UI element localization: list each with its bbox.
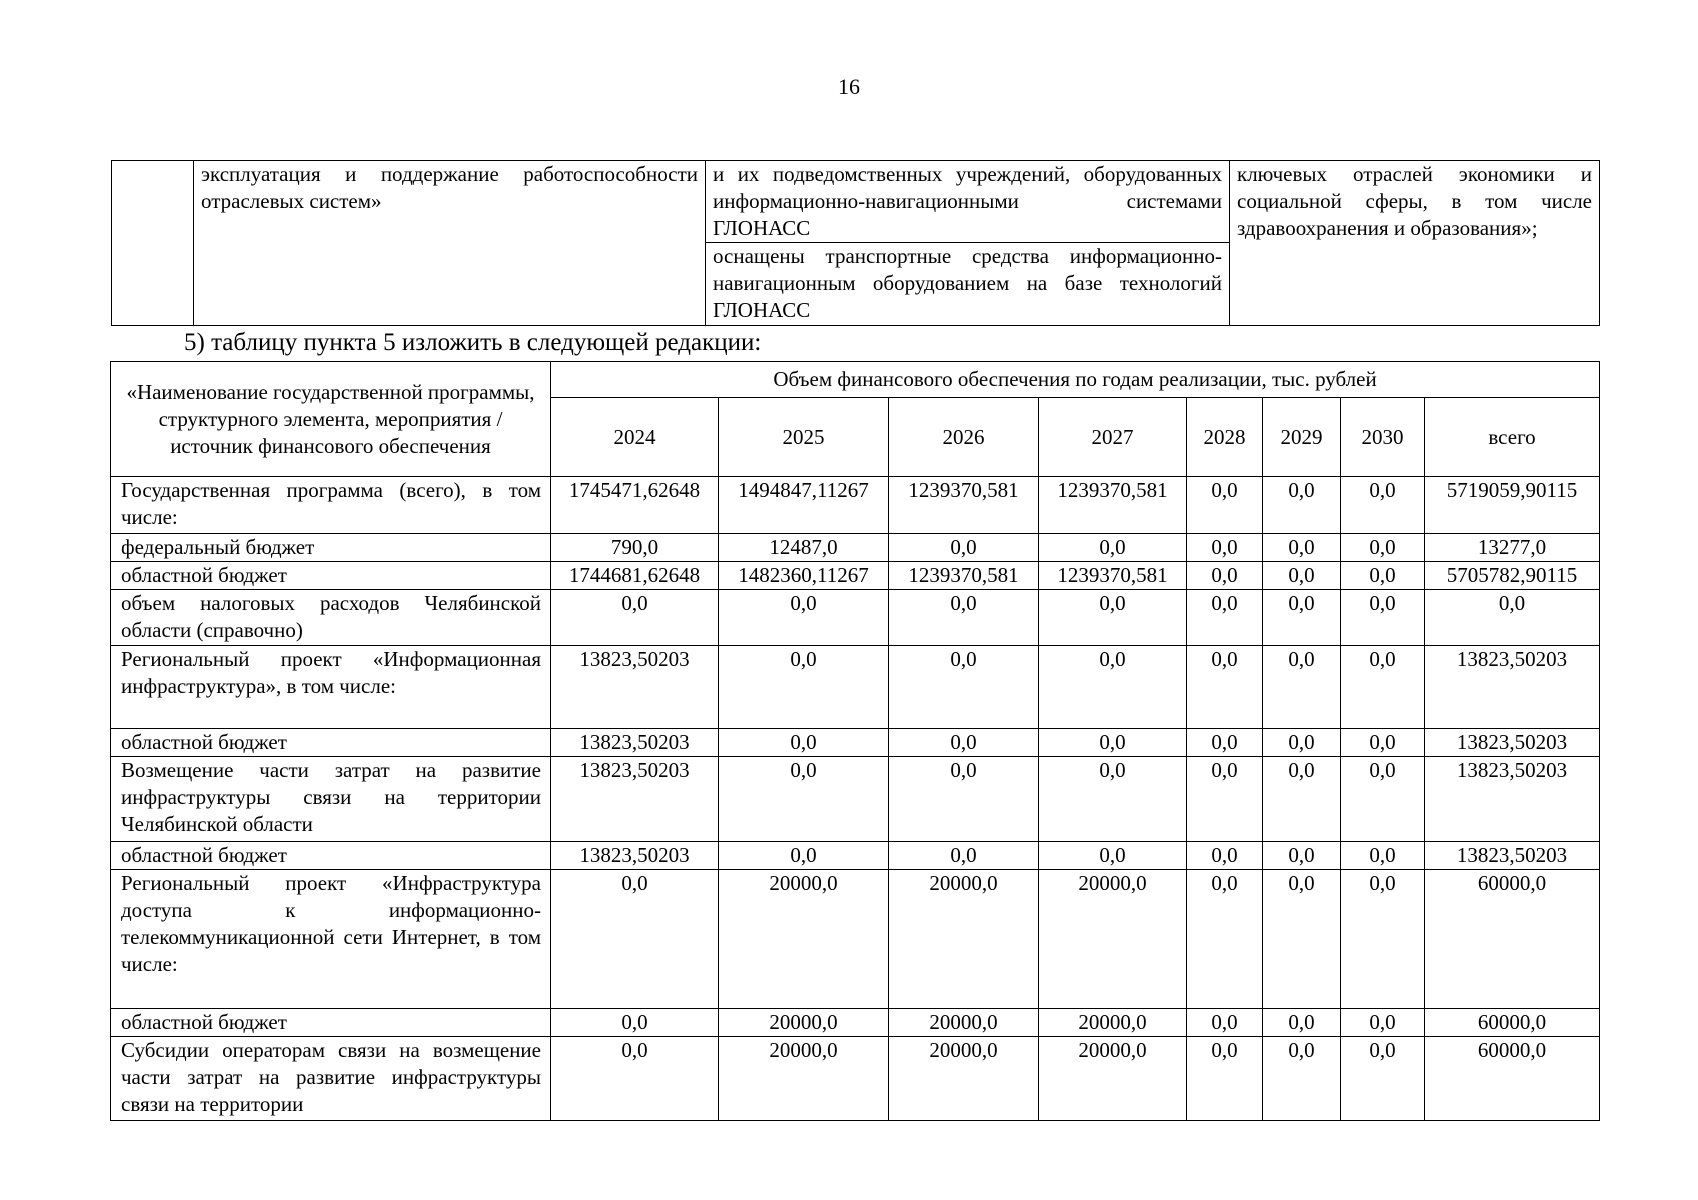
value-cell: 5719059,90115 <box>1425 477 1600 534</box>
value-cell: 0,0 <box>889 757 1039 842</box>
row-name-cell: областной бюджет <box>111 562 551 590</box>
year-header-2027: 2027 <box>1039 398 1187 477</box>
row-name-cell: областной бюджет <box>111 1009 551 1037</box>
value-cell: 20000,0 <box>889 870 1039 1009</box>
table-row <box>111 1037 1600 1121</box>
value-cell: 0,0 <box>1425 590 1600 646</box>
row-name-cell: Возмещение части затрат на развитие инфраструктуры связи на территории Челябинской области <box>111 757 551 842</box>
value-cell: 0,0 <box>1187 477 1263 534</box>
value-cell: 1239370,581 <box>889 477 1039 534</box>
year-header-2030: 2030 <box>1341 398 1425 477</box>
value-cell: 20000,0 <box>889 1037 1039 1121</box>
value-cell: 20000,0 <box>719 870 889 1009</box>
year-header-2029: 2029 <box>1263 398 1341 477</box>
value-cell: 20000,0 <box>719 1037 889 1121</box>
year-header-2024: 2024 <box>551 398 719 477</box>
value-cell: 0,0 <box>1187 1009 1263 1037</box>
value-cell: 0,0 <box>1187 646 1263 729</box>
table-row <box>111 729 1600 757</box>
value-cell: 0,0 <box>889 534 1039 562</box>
value-cell: 0,0 <box>1187 870 1263 1009</box>
value-cell: 0,0 <box>889 590 1039 646</box>
continued-indicators-table <box>111 160 1600 326</box>
year-header-2026: 2026 <box>889 398 1039 477</box>
value-cell: 1239370,581 <box>1039 477 1187 534</box>
value-cell: 13823,50203 <box>1425 646 1600 729</box>
value-cell: 0,0 <box>1341 590 1425 646</box>
indicator-cell-2: оснащены транспортные средства информационно-навигационным оборудованием на базе технологий ГЛОНАСС <box>706 243 1230 326</box>
financing-table <box>110 361 1600 1121</box>
value-cell: 0,0 <box>719 842 889 870</box>
value-cell: 0,0 <box>1187 729 1263 757</box>
value-cell: 1744681,62648 <box>551 562 719 590</box>
value-cell: 0,0 <box>1039 729 1187 757</box>
value-cell: 0,0 <box>889 729 1039 757</box>
value-cell: 0,0 <box>889 842 1039 870</box>
row-name-cell: Региональный проект «Инфраструктура доступа к информационно-телекоммуникационной сети Интернет, в том числе: <box>111 870 551 1009</box>
row-name-cell: объем налоговых расходов Челябинской области (справочно) <box>111 590 551 646</box>
value-cell: 13277,0 <box>1425 534 1600 562</box>
value-cell: 1239370,581 <box>1039 562 1187 590</box>
value-cell: 0,0 <box>719 757 889 842</box>
amendment-instruction: 5) таблицу пункта 5 изложить в следующей редакции: <box>184 329 762 356</box>
value-cell: 0,0 <box>1039 590 1187 646</box>
value-cell: 0,0 <box>1039 534 1187 562</box>
value-cell: 0,0 <box>1341 842 1425 870</box>
value-cell: 60000,0 <box>1425 870 1600 1009</box>
year-header-2028: 2028 <box>1187 398 1263 477</box>
program-element-name-cell: эксплуатация и поддержание работоспособности отраслевых систем» <box>194 161 706 326</box>
table-row <box>111 477 1600 534</box>
value-cell: 13823,50203 <box>1425 729 1600 757</box>
value-cell: 0,0 <box>1039 757 1187 842</box>
value-cell: 0,0 <box>1263 1037 1341 1121</box>
value-cell: 0,0 <box>719 646 889 729</box>
value-cell: 0,0 <box>1263 562 1341 590</box>
value-cell: 0,0 <box>1263 870 1341 1009</box>
row-name-cell: областной бюджет <box>111 842 551 870</box>
value-cell: 0,0 <box>1039 646 1187 729</box>
value-cell: 0,0 <box>1263 729 1341 757</box>
value-cell: 0,0 <box>1187 1037 1263 1121</box>
value-cell: 0,0 <box>719 590 889 646</box>
value-cell: 5705782,90115 <box>1425 562 1600 590</box>
value-cell: 0,0 <box>1263 477 1341 534</box>
year-header-2025: 2025 <box>719 398 889 477</box>
indicator-cell-1: и их подведомственных учреждений, оборудованных информационно-навигационными системами ГЛОНАСС <box>706 161 1230 243</box>
table-row <box>111 870 1600 1009</box>
value-cell: 13823,50203 <box>1425 842 1600 870</box>
value-cell: 0,0 <box>1341 646 1425 729</box>
value-cell: 13823,50203 <box>551 842 719 870</box>
table-row <box>111 590 1600 646</box>
value-cell: 0,0 <box>551 1037 719 1121</box>
value-cell: 0,0 <box>1341 477 1425 534</box>
total-header: всего <box>1425 398 1600 477</box>
table-row <box>111 757 1600 842</box>
table-row <box>111 1009 1600 1037</box>
value-cell: 20000,0 <box>719 1009 889 1037</box>
page-number: 16 <box>838 74 860 99</box>
row-name-cell: Региональный проект «Информационная инфраструктура», в том числе: <box>111 646 551 729</box>
value-cell: 13823,50203 <box>551 757 719 842</box>
value-cell: 0,0 <box>1341 562 1425 590</box>
value-cell: 0,0 <box>1263 1009 1341 1037</box>
value-cell: 0,0 <box>551 1009 719 1037</box>
value-cell: 0,0 <box>1187 757 1263 842</box>
header-name-cell: «Наименование государственной программы, структурного элемента, мероприятия / источник финансового обеспечения <box>111 362 551 477</box>
value-cell: 0,0 <box>1187 534 1263 562</box>
result-cell: ключевых отраслей экономики и социальной сферы, в том числе здравоохранения и образования»; <box>1230 161 1600 326</box>
value-cell: 12487,0 <box>719 534 889 562</box>
value-cell: 1239370,581 <box>889 562 1039 590</box>
value-cell: 20000,0 <box>1039 870 1187 1009</box>
value-cell: 0,0 <box>1263 534 1341 562</box>
value-cell: 13823,50203 <box>551 729 719 757</box>
value-cell: 0,0 <box>551 870 719 1009</box>
table-row <box>111 842 1600 870</box>
header-volume-cell: Объем финансового обеспечения по годам реализации, тыс. рублей <box>551 362 1600 398</box>
value-cell: 1745471,62648 <box>551 477 719 534</box>
row-name-cell: областной бюджет <box>111 729 551 757</box>
value-cell: 0,0 <box>1263 646 1341 729</box>
value-cell: 0,0 <box>1263 842 1341 870</box>
value-cell: 0,0 <box>1187 842 1263 870</box>
value-cell: 790,0 <box>551 534 719 562</box>
value-cell: 1482360,11267 <box>719 562 889 590</box>
row-name-cell: Государственная программа (всего), в том числе: <box>111 477 551 534</box>
value-cell: 13823,50203 <box>551 646 719 729</box>
value-cell: 0,0 <box>1341 870 1425 1009</box>
value-cell: 0,0 <box>1187 562 1263 590</box>
value-cell: 0,0 <box>1341 729 1425 757</box>
value-cell: 0,0 <box>1341 1037 1425 1121</box>
value-cell: 0,0 <box>1341 757 1425 842</box>
empty-number-cell <box>112 161 194 326</box>
value-cell: 0,0 <box>1263 757 1341 842</box>
value-cell: 13823,50203 <box>1425 757 1600 842</box>
value-cell: 0,0 <box>1341 534 1425 562</box>
row-name-cell: Субсидии операторам связи на возмещение части затрат на развитие инфраструктуры связи на территории <box>111 1037 551 1121</box>
value-cell: 20000,0 <box>889 1009 1039 1037</box>
table-row <box>111 534 1600 562</box>
value-cell: 0,0 <box>1039 842 1187 870</box>
value-cell: 1494847,11267 <box>719 477 889 534</box>
value-cell: 0,0 <box>1263 590 1341 646</box>
value-cell: 0,0 <box>1187 590 1263 646</box>
value-cell: 20000,0 <box>1039 1037 1187 1121</box>
value-cell: 20000,0 <box>1039 1009 1187 1037</box>
value-cell: 0,0 <box>1341 1009 1425 1037</box>
value-cell: 0,0 <box>719 729 889 757</box>
table-row <box>111 646 1600 729</box>
table-row <box>111 562 1600 590</box>
value-cell: 0,0 <box>551 590 719 646</box>
value-cell: 0,0 <box>889 646 1039 729</box>
value-cell: 60000,0 <box>1425 1009 1600 1037</box>
row-name-cell: федеральный бюджет <box>111 534 551 562</box>
value-cell: 60000,0 <box>1425 1037 1600 1121</box>
